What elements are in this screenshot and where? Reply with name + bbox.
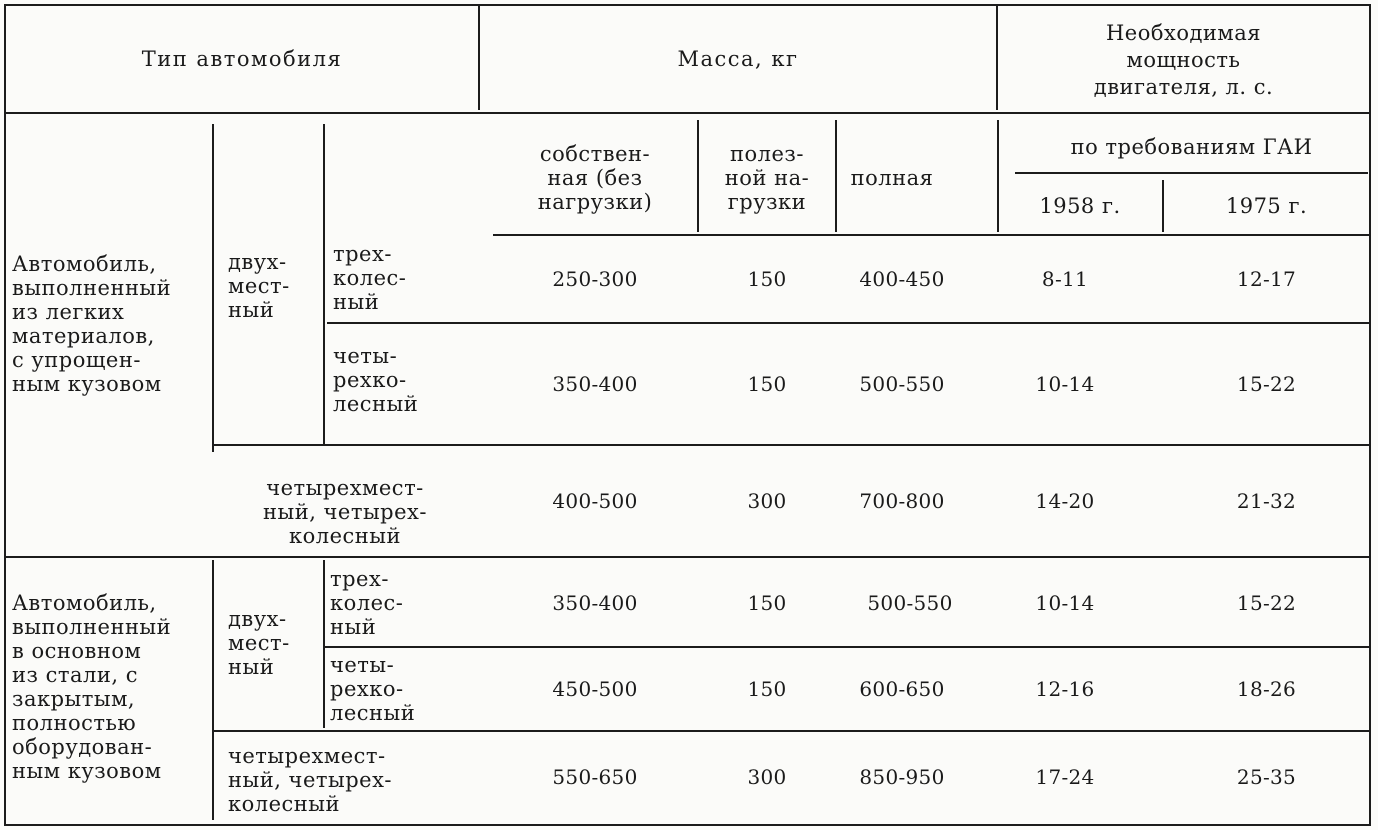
g1-row2-own-mass: 350-400 [552, 372, 638, 396]
header-mass: Масса, кг [677, 47, 799, 71]
table-left-border [4, 4, 6, 826]
g1-row3-full-mass: 700-800 [859, 489, 945, 513]
g1-row2-power-1958: 10-14 [1035, 372, 1095, 396]
g2-divider-seats-wheels [323, 560, 325, 728]
g1-row1-full-mass: 400-450 [859, 267, 945, 291]
g2-row3-own-mass: 550-650 [552, 765, 638, 789]
header-vehicle-type: Тип автомобиля [141, 47, 343, 71]
header-bottom-rule [4, 112, 1371, 114]
g2-row2-wheels: четы- рехко- лесный [330, 653, 416, 725]
group1-two-seat-label: двух- мест- ный [228, 250, 290, 322]
table-bottom-border [4, 824, 1371, 826]
group1-vehicle-description: Автомобиль, выполненный из легких материалов, с упрощен- ным кузовом [12, 252, 172, 396]
g1-row1-own-mass: 250-300 [552, 267, 638, 291]
g1-row2-power-1975: 15-22 [1236, 372, 1297, 396]
g1-row1-power-1975: 12-17 [1236, 267, 1297, 291]
g1-row2-payload: 150 [747, 372, 787, 396]
g1-row3-power-1975: 21-32 [1236, 489, 1297, 513]
g2-row1-own-mass: 350-400 [552, 591, 638, 615]
g2-row1-wheels: трех- колес- ный [330, 567, 404, 639]
subheader-gai-requirements: по требованиям ГАИ [1070, 135, 1313, 159]
g1-row1-payload: 150 [747, 267, 787, 291]
gai-underline [1015, 172, 1368, 174]
table-right-border [1369, 4, 1371, 826]
g1-row2-full-mass: 500-550 [859, 372, 945, 396]
g2-row1-payload: 150 [747, 591, 787, 615]
g2-row3-full-mass: 850-950 [859, 765, 945, 789]
divider-full-power [997, 120, 999, 232]
g2-row3-power-1958: 17-24 [1035, 765, 1095, 789]
group2-vehicle-description: Автомобиль, выполненный в основном из стали, с закрытым, полностью оборудован- ным кузовом [12, 591, 172, 783]
group2-two-seat-label: двух- мест- ный [228, 607, 290, 679]
group-separator-rule [4, 556, 1371, 558]
g1-row3-payload: 300 [747, 489, 787, 513]
g1-row2-wheels: четы- рехко- лесный [333, 344, 419, 416]
g2-row2-power-1958: 12-16 [1035, 677, 1095, 701]
g2-row2-payload: 150 [747, 677, 787, 701]
g1-divider-seats-wheels [323, 124, 325, 446]
g2-row3-seats-wheels: четырехмест- ный, четырех- колесный [228, 744, 393, 816]
header-engine-power: Необходимая мощность двигателя, л. с. [1093, 20, 1274, 99]
g1-row3-seats-wheels: четырехмест- ный, четырех- колесный [262, 476, 427, 548]
subheader-payload: полез- ной на- грузки [724, 142, 810, 214]
g2-row1-power-1975: 15-22 [1236, 591, 1297, 615]
g2-row2-full-mass: 600-650 [859, 677, 945, 701]
g2-row3-payload: 300 [747, 765, 787, 789]
subheader-year-1958: 1958 г. [1039, 194, 1121, 218]
subheader-full-mass: полная [850, 166, 934, 190]
g2-row2-own-mass: 450-500 [552, 677, 638, 701]
g2-row3-power-1975: 25-35 [1236, 765, 1297, 789]
g2-row1-full-mass: 500-550 [867, 591, 953, 615]
g1-row1-wheels: трех- колес- ный [333, 242, 407, 314]
subheader-own-mass: собствен- ная (без нагрузки) [537, 142, 653, 214]
g2-row2-power-1975: 18-26 [1236, 677, 1297, 701]
subheader-year-1975: 1975 г. [1225, 194, 1308, 218]
g2-row1-power-1958: 10-14 [1035, 591, 1095, 615]
g2-divider-label-seats [212, 560, 214, 820]
g1-divider-label-seats [212, 124, 214, 452]
g1-row3-own-mass: 400-500 [552, 489, 638, 513]
g1-row1-power-1958: 8-11 [1041, 267, 1089, 291]
g1-row3-power-1958: 14-20 [1035, 489, 1095, 513]
